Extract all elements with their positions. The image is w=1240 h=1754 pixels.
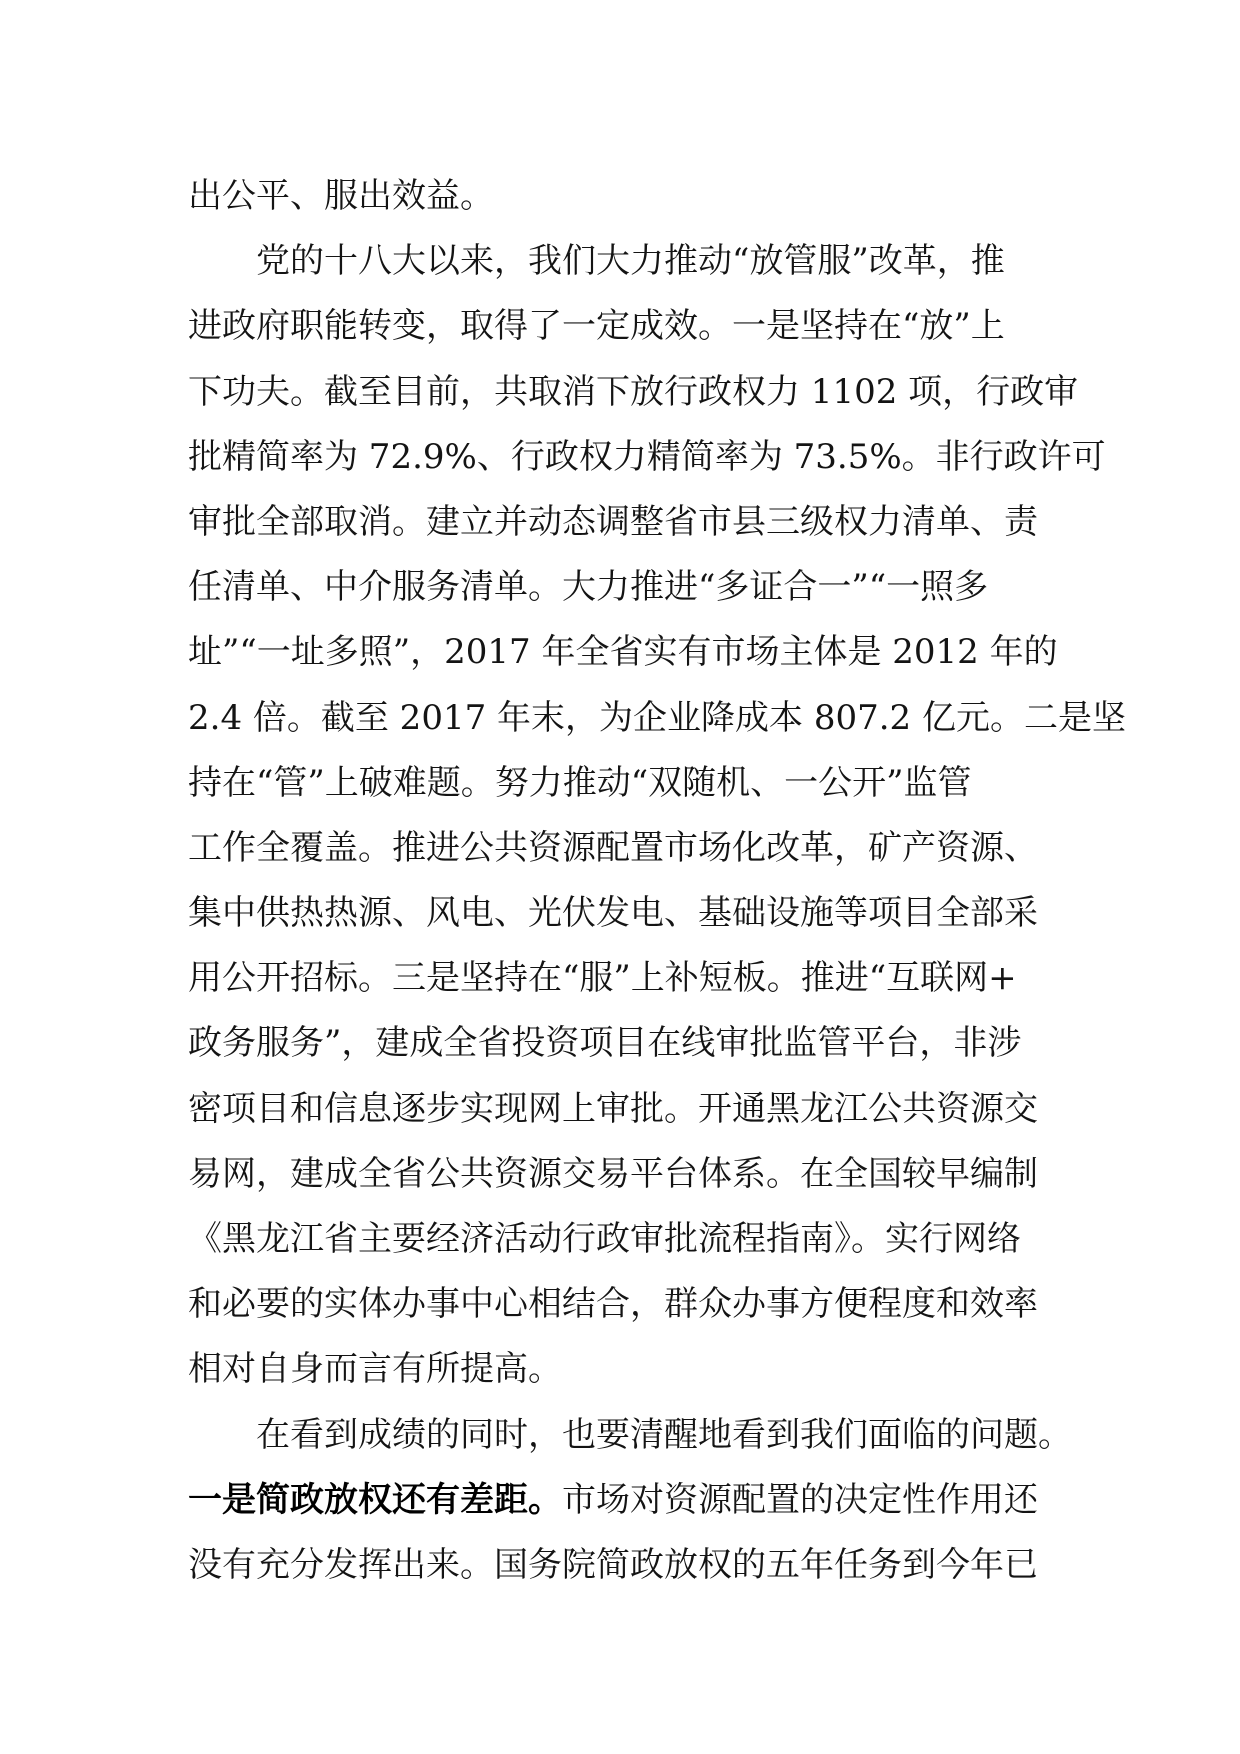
text-line <box>188 1533 1068 1598</box>
text-line <box>188 294 1068 359</box>
text-line <box>188 555 1068 620</box>
line-text: 下功夫。截至目前，共取消下放行政权力 1102 项，行政审 <box>188 371 1079 412</box>
text-line <box>188 1272 1068 1337</box>
text-line <box>188 620 1068 685</box>
line-text: 持在“管”上破难题。努力推动“双随机、一公开”监管 <box>188 762 972 803</box>
text-line <box>188 946 1068 1011</box>
line-text: 任清单、中介服务清单。大力推进“多证合一”“一照多 <box>188 567 989 608</box>
bold-heading-text: 一是简政放权还有差距。 <box>188 1479 562 1520</box>
text-line <box>188 490 1068 555</box>
text-line <box>188 1337 1068 1402</box>
text-line <box>188 751 1068 816</box>
line-text: 相对自身而言有所提高。 <box>188 1349 562 1390</box>
text-line <box>188 360 1079 425</box>
line-text: 审批全部取消。建立并动态调整省市县三级权力清单、责 <box>188 501 1038 542</box>
line-text: 址”“一址多照”，2017 年全省实有市场主体是 2012 年的 <box>188 632 1058 673</box>
text-line <box>188 1468 1068 1533</box>
line-text: 党的十八大以来，我们大力推动“放管服”改革，推 <box>188 241 1005 282</box>
line-text: 批精简率为 72.9%、行政权力精简率为 73.5%。非行政许可 <box>188 436 1106 477</box>
text-line <box>188 229 1068 294</box>
text-line <box>188 686 1126 751</box>
line-text: 工作全覆盖。推进公共资源配置市场化改革，矿产资源、 <box>188 827 1038 868</box>
text-line <box>188 1011 1068 1076</box>
line-text: 没有充分发挥出来。国务院简政放权的五年任务到今年已 <box>188 1544 1038 1585</box>
line-text: 政务服务”，建成全省投资项目在线审批监管平台，非涉 <box>188 1023 1022 1064</box>
line-text: 出公平、服出效益。 <box>188 176 494 216</box>
text-line <box>188 1403 1072 1468</box>
text-line <box>188 425 1106 490</box>
line-text: 密项目和信息逐步实现网上审批。开通黑龙江公共资源交 <box>188 1088 1038 1129</box>
line-text: 市场对资源配置的决定性作用还 <box>562 1479 1038 1520</box>
line-text: 集中供热热源、风电、光伏发电、基础设施等项目全部采 <box>188 893 1038 934</box>
line-text: 2.4 倍。截至 2017 年末，为企业降成本 807.2 亿元。二是坚 <box>188 697 1126 738</box>
line-text: 进政府职能转变，取得了一定成效。一是坚持在“放”上 <box>188 306 1005 347</box>
line-text: 和必要的实体办事中心相结合，群众办事方便程度和效率 <box>188 1284 1038 1325</box>
text-line <box>188 1207 1068 1272</box>
text-line <box>188 164 1068 229</box>
text-line <box>188 1142 1068 1207</box>
text-line <box>188 881 1068 946</box>
line-text: 用公开招标。三是坚持在“服”上补短板。推进“互联网+ <box>188 958 1017 999</box>
line-text: 易网，建成全省公共资源交易平台体系。在全国较早编制 <box>188 1153 1038 1194</box>
line-text: 在看到成绩的同时，也要清醒地看到我们面临的问题。 <box>188 1414 1072 1455</box>
line-text: 《黑龙江省主要经济活动行政审批流程指南》。实行网络 <box>188 1219 1021 1259</box>
text-line <box>188 816 1068 881</box>
body-text <box>188 164 1126 1598</box>
text-line <box>188 1077 1068 1142</box>
